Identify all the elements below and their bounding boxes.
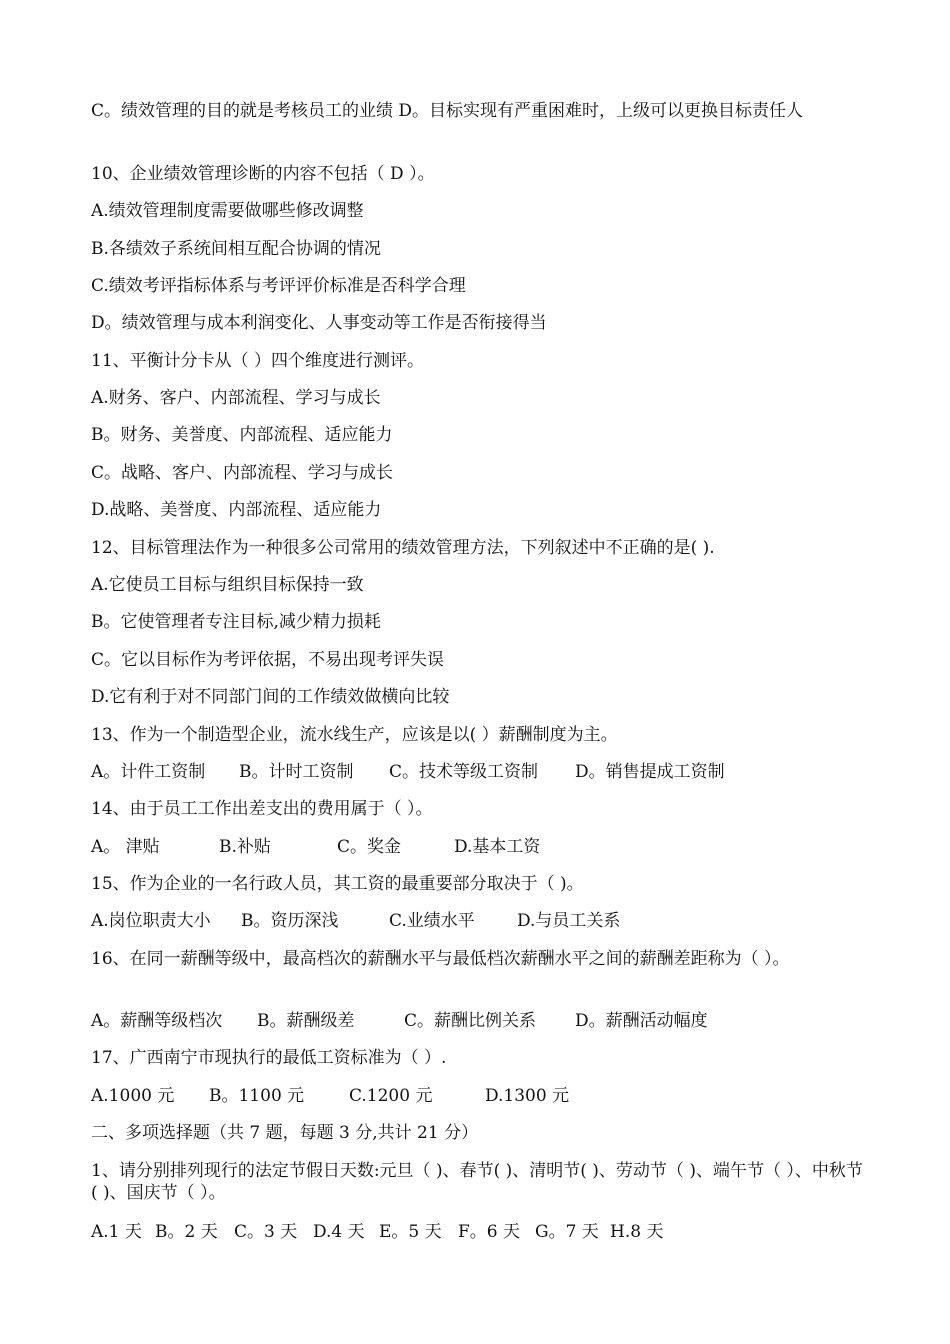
q17-option-c: C.1200 元: [349, 1086, 433, 1106]
q11-option-a: A.财务、客户、内部流程、学习与成长: [91, 388, 381, 408]
q9-option-cd-line: C。绩效管理的目的就是考核员工的业绩 D。目标实现有严重困难时，上级可以更换目标责任人: [91, 101, 804, 121]
q14-option-a: A。 津贴: [91, 837, 160, 857]
q16-question: 16、在同一薪酬等级中，最高档次的薪酬水平与最低档次薪酬水平之间的薪酬差距称为（ ）。: [91, 949, 790, 969]
q10-option-d: D。绩效管理与成本利润变化、人事变动等工作是否衔接得当: [91, 313, 547, 333]
m1-option-f: F。6 天: [458, 1222, 521, 1242]
q14-question: 14、由于员工工作出差支出的费用属于（ ）。: [91, 799, 433, 819]
q14-option-b: B.补贴: [219, 837, 271, 857]
q12-question: 12、目标管理法作为一种很多公司常用的绩效管理方法，下列叙述中不正确的是( ).: [91, 538, 715, 558]
q15-option-c: C.业绩水平: [389, 911, 475, 931]
q12-option-d: D.它有利于对不同部门间的工作绩效做横向比较: [91, 687, 450, 707]
q15-option-d: D.与员工关系: [517, 911, 621, 931]
q16-option-c: C。薪酬比例关系: [404, 1011, 537, 1031]
q15-option-b: B。资历深浅: [241, 911, 339, 931]
section-multiple-choice-heading: 二、多项选择题（共 7 题，每题 3 分,共计 21 分）: [91, 1123, 479, 1143]
q10-question: 10、企业绩效管理诊断的内容不包括（ D ）。: [91, 164, 435, 184]
q12-option-b: B。它使管理者专注目标,减少精力损耗: [91, 612, 381, 632]
q13-question: 13、作为一个制造型企业，流水线生产，应该是以( ）薪酬制度为主。: [91, 725, 618, 745]
q13-option-d: D。销售提成工资制: [575, 762, 725, 782]
q11-option-b: B。财务、美誉度、内部流程、适应能力: [91, 425, 393, 445]
q14-option-c: C。奖金: [337, 837, 402, 857]
q11-question: 11、平衡计分卡从（ ）四个维度进行测评。: [91, 351, 425, 371]
q11-option-d: D.战略、美誉度、内部流程、适应能力: [91, 500, 382, 520]
q16-option-d: D。薪酬活动幅度: [575, 1011, 708, 1031]
q15-option-a: A.岗位职责大小: [91, 911, 211, 931]
m1-option-d: D.4 天: [313, 1222, 365, 1242]
q16-option-a: A。薪酬等级档次: [91, 1011, 223, 1031]
m1-option-b: B。2 天: [155, 1222, 218, 1242]
m1-option-c: C。3 天: [234, 1222, 298, 1242]
q16-option-b: B。薪酬级差: [257, 1011, 355, 1031]
m1-option-a: A.1 天: [91, 1222, 142, 1242]
q12-option-a: A.它使员工目标与组织目标保持一致: [91, 575, 364, 595]
m1-question: 1、请分别排列现行的法定节假日天数:元旦（ )、春节( )、清明节( )、劳动节（ )、端午节（ ）、中秋节( )、国庆节（ ）。: [91, 1161, 863, 1203]
q15-question: 15、作为企业的一名行政人员，其工资的最重要部分取决于（ )。: [91, 874, 584, 894]
q13-option-a: A。计件工资制: [91, 762, 206, 782]
q10-option-c: C.绩效考评指标体系与考评评价标准是否科学合理: [91, 276, 466, 296]
q14-option-d: D.基本工资: [454, 837, 541, 857]
q11-option-c: C。战略、客户、内部流程、学习与成长: [91, 463, 394, 483]
q17-option-b: B。1100 元: [209, 1086, 305, 1106]
q12-option-c: C。它以目标作为考评依据，不易出现考评失误: [91, 650, 445, 670]
m1-option-g: G。7 天: [535, 1222, 599, 1242]
q10-option-b: B.各绩效子系统间相互配合协调的情况: [91, 239, 381, 259]
q13-option-c: C。技术等级工资制: [389, 762, 539, 782]
q10-option-a: A.绩效管理制度需要做哪些修改调整: [91, 201, 364, 221]
q13-option-b: B。计时工资制: [239, 762, 354, 782]
q17-option-d: D.1300 元: [485, 1086, 570, 1106]
q17-question: 17、广西南宁市现执行的最低工资标准为（ ）.: [91, 1048, 447, 1068]
m1-option-h: H.8 天: [610, 1222, 664, 1242]
q17-option-a: A.1000 元: [91, 1086, 175, 1106]
m1-option-e: E。5 天: [379, 1222, 442, 1242]
